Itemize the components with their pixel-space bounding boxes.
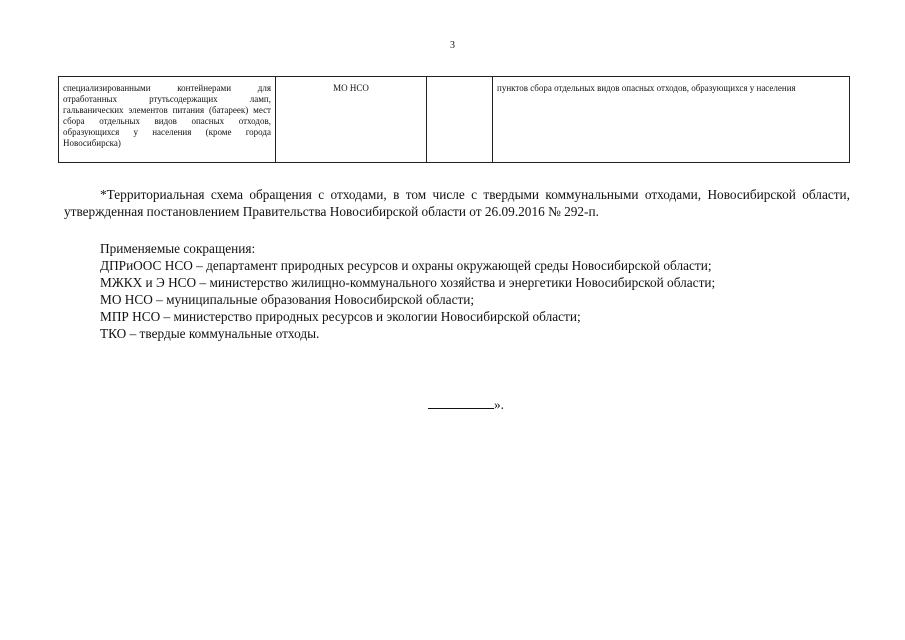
table-cell-empty	[427, 77, 493, 163]
abbreviation-item: ТКО – твердые коммунальные отходы.	[100, 326, 320, 341]
table-row	[59, 77, 850, 163]
table-cell-result: пунктов сбора отдельных видов опасных отходов, образующихся у населения	[493, 77, 850, 163]
abbreviations-block	[100, 240, 850, 342]
table-cell-description: специализированными контейнерами для отработанных ртутьсодержащих ламп, гальванических элементов питания (батареек) мест сбора отдельных видов опасных отходов, образующихся у населения (кроме города Новосибирска)	[59, 77, 276, 163]
closing-quote: ».	[494, 397, 504, 412]
page-number: 3	[450, 40, 455, 51]
signature-blank-line	[428, 396, 494, 409]
abbreviation-item: МЖКХ и Э НСО – министерство жилищно-коммунального хозяйства и энергетики Новосибирской области;	[100, 275, 716, 290]
abbreviation-item: ДПРиООС НСО – департамент природных ресурсов и охраны окружающей среды Новосибирской области;	[100, 258, 712, 273]
abbreviation-item: МО НСО – муниципальные образования Новосибирской области;	[100, 292, 475, 307]
closing-line	[428, 396, 504, 413]
table-cell-responsible: МО НСО	[276, 77, 427, 163]
footnote: *Территориальная схема обращения с отходами, в том числе с твердыми коммунальными отходами, Новосибирской области, утвержденная постановлением Правительства Новосибирской области от 26.09.2016 № 292-п.	[64, 187, 850, 219]
abbreviation-item: МПР НСО – министерство природных ресурсов и экологии Новосибирской области;	[100, 309, 581, 324]
abbreviations-heading: Применяемые сокращения:	[100, 241, 256, 256]
waste-table	[58, 76, 850, 163]
